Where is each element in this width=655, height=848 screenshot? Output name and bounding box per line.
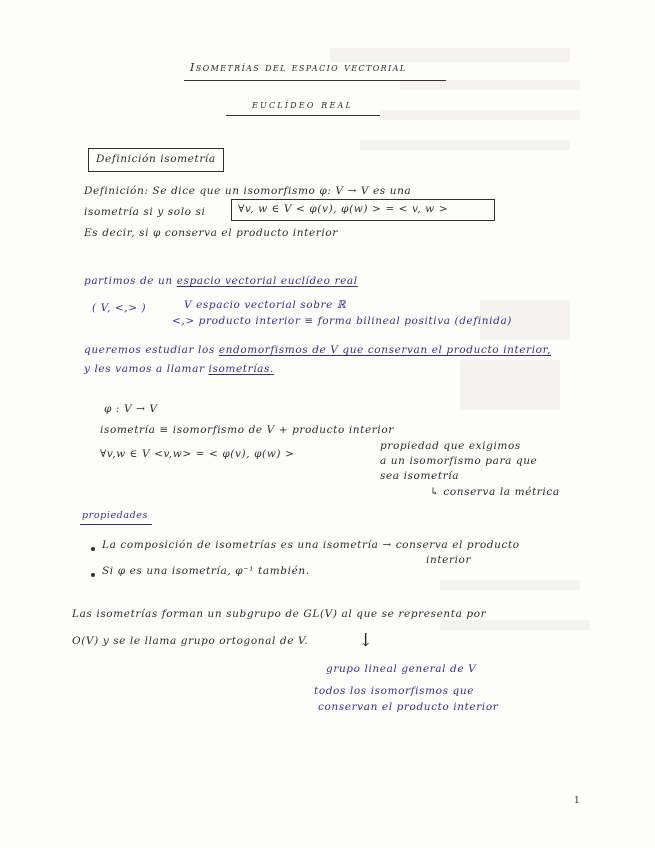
bleed-through-mark bbox=[440, 620, 590, 630]
gl-note-line1: grupo lineal general de V bbox=[326, 663, 477, 675]
bleed-through-mark bbox=[440, 580, 580, 590]
bleed-through-mark bbox=[360, 140, 570, 150]
isometry-map: φ : V → V bbox=[104, 403, 158, 415]
definition-line1: Definición: Se dice que un isomorfismo φ: V → V es una bbox=[84, 185, 412, 197]
properties-heading-underline bbox=[80, 524, 152, 525]
endomorphisms-line2-prefix: y les vamos a llamar bbox=[84, 363, 205, 375]
down-arrow-icon: ↓ bbox=[358, 630, 374, 651]
properties-heading: propiedades bbox=[82, 510, 149, 521]
endomorphisms-line1-prefix: queremos estudiar los bbox=[84, 344, 215, 356]
space-pair-description: V espacio vectorial sobre ℝ bbox=[184, 299, 347, 311]
section-heading: Definición isometría bbox=[96, 153, 216, 165]
bleed-through-mark bbox=[460, 360, 560, 410]
property-item-1: La composición de isometrías es una isometría → conserva el producto bbox=[102, 539, 520, 551]
bleed-through-mark bbox=[400, 80, 580, 90]
endomorphisms-line2-underlined: isometrías. bbox=[208, 363, 274, 375]
isometry-equivalence: isometría ≡ isomorfismo de V + producto interior bbox=[100, 424, 394, 436]
gl-note-line2: todos los isomorfismos que bbox=[314, 685, 475, 697]
endomorphisms-line1-underlined: endomorfismos de V que conservan el producto interior, bbox=[218, 344, 551, 356]
isometry-condition: ∀v,w ∈ V <v,w> = < φ(v), φ(w) > bbox=[100, 448, 295, 460]
title-underline bbox=[184, 80, 446, 81]
property-item-2: Si φ es una isometría, φ⁻¹ también. bbox=[102, 565, 310, 577]
aside-line2: a un isomorfismo para que bbox=[380, 455, 538, 467]
aside-line1: propiedad que exigimos bbox=[380, 440, 521, 452]
gl-note-line3: conservan el producto interior bbox=[318, 701, 499, 713]
title-underline bbox=[226, 115, 380, 116]
endomorphisms-line1 bbox=[84, 345, 551, 356]
page-number: 1 bbox=[574, 796, 581, 806]
inner-product-description: <,> producto interior ≡ forma bilineal positiva (definida) bbox=[172, 315, 513, 327]
bleed-through-mark bbox=[380, 110, 580, 120]
definition-line2: isometría si y solo si bbox=[84, 206, 206, 218]
page-title-line2: euclídeo real bbox=[252, 98, 354, 111]
property-item-1-continued: interior bbox=[426, 554, 472, 566]
aside-line3: sea isometría bbox=[380, 470, 460, 482]
definition-condition: ∀v, w ∈ V < φ(v), φ(w) > = < v, w > bbox=[238, 203, 449, 215]
page-title-line1: Isometrías del espacio vectorial bbox=[190, 61, 407, 74]
space-intro bbox=[84, 276, 358, 287]
orthogonal-group-line2: O(V) y se le llama grupo ortogonal de V. bbox=[72, 635, 309, 647]
definition-line3: Es decir, si φ conserva el producto interior bbox=[84, 227, 338, 239]
bullet-icon bbox=[91, 547, 95, 551]
bleed-through-mark bbox=[330, 48, 570, 62]
endomorphisms-line2 bbox=[84, 364, 274, 375]
space-pair: ( V, <,> ) bbox=[92, 302, 147, 314]
orthogonal-group-line1: Las isometrías forman un subgrupo de GL(V) al que se representa por bbox=[72, 608, 487, 620]
bullet-icon bbox=[91, 573, 95, 577]
space-intro-prefix: partimos de un bbox=[84, 275, 173, 287]
space-intro-underlined: espacio vectorial euclídeo real bbox=[176, 275, 358, 287]
aside-line4: ↳ conserva la métrica bbox=[430, 486, 560, 498]
